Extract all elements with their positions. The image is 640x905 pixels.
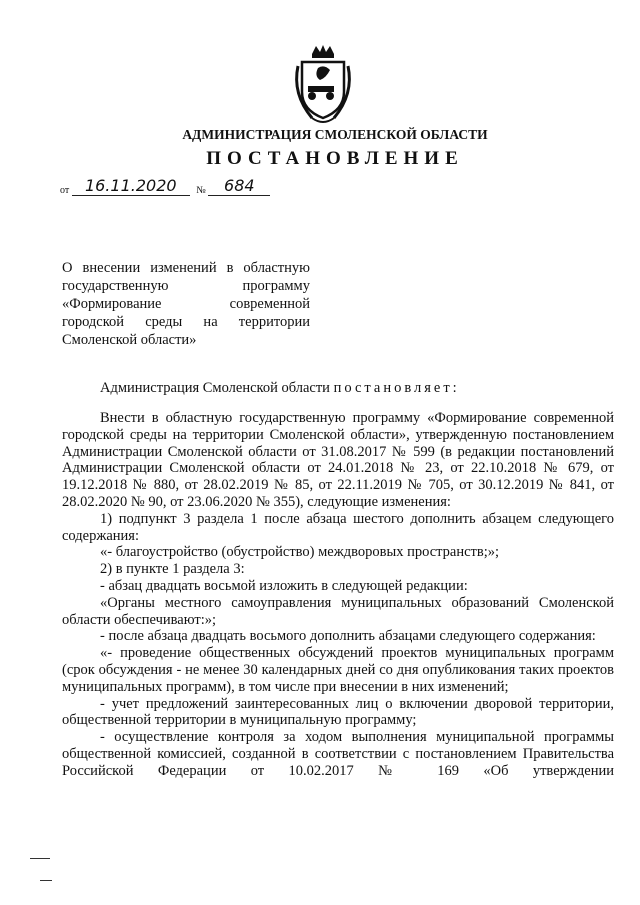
document-type-title: ПОСТАНОВЛЕНИЕ: [206, 148, 464, 169]
body-paragraph: «- проведение общественных обсуждений проектов муниципальных программ (срок обсуждения - не менее 30 календарных дней со дня опубликования таких проектов муниципальных программ), в том числе при внесении в них изменений;: [62, 645, 614, 695]
subject-line: «Формирование современной: [62, 296, 310, 312]
scan-mark: [30, 858, 50, 859]
body-paragraph: 2) в пункте 1 раздела 3:: [100, 561, 245, 578]
date-number-line: [60, 176, 270, 196]
subject-line: О внесении изменений в областную: [62, 260, 310, 276]
date-value: 16.11.2020: [84, 176, 177, 195]
number-value: 684: [224, 176, 255, 195]
body-paragraph: «- благоустройство (обустройство) междворовых пространств;»;: [100, 544, 500, 561]
date-prefix: от: [60, 185, 70, 196]
decree-prefix: Администрация Смоленской области: [100, 380, 330, 396]
organization-name: АДМИНИСТРАЦИЯ СМОЛЕНСКОЙ ОБЛАСТИ: [182, 127, 488, 142]
decree-statement: [100, 380, 460, 397]
body-paragraph: 1) подпункт 3 раздела 1 после абзаца шестого дополнить абзацем следующего содержания:: [62, 510, 614, 544]
document-body: [62, 410, 614, 780]
decree-verb: постановляет:: [333, 380, 460, 396]
body-paragraph: «Органы местного самоуправления муниципальных образований Смоленской области обеспечивают:»;: [62, 594, 614, 628]
body-paragraph: - осуществление контроля за ходом выполнения муниципальной программы общественной комиссией, созданной в соответствии с постановлением Правительства Российской Федерации от 10.02.2017 № 169 «Об утверждении: [62, 729, 614, 779]
body-paragraph: Внести в областную государственную программу «Формирование современной городской среды на территории Смоленской области», утвержденную постановлением Администрации Смоленской области от 31.08.2017 № 599 (в редакции постановлений Администрации Смоленской области от 24.01.2018 № 23, от 22.10.2018 № 679, от 19.12.2018 № 880, от 28.02.2019 № 85, от 22.11.2019 № 705, от 30.12.2019 № 841, от 28.02.2020 № 90, от 23.06.2020 № 355), следующие изменения:: [62, 410, 614, 510]
document-subject: [62, 259, 310, 349]
body-paragraph: - после абзаца двадцать восьмого дополнить абзацами следующего содержания:: [100, 628, 596, 645]
subject-line: городской среды на территории: [62, 314, 310, 330]
scan-mark: [40, 880, 52, 881]
number-prefix: №: [196, 185, 206, 196]
subject-line: государственную программу: [62, 278, 310, 294]
body-paragraph: - учет предложений заинтересованных лиц о включении дворовой территории, общественной территории в муниципальную программу;: [62, 695, 614, 729]
subject-line: Смоленской области»: [62, 332, 197, 348]
body-paragraph: - абзац двадцать восьмой изложить в следующей редакции:: [100, 577, 468, 594]
coat-of-arms-icon: [290, 44, 356, 126]
